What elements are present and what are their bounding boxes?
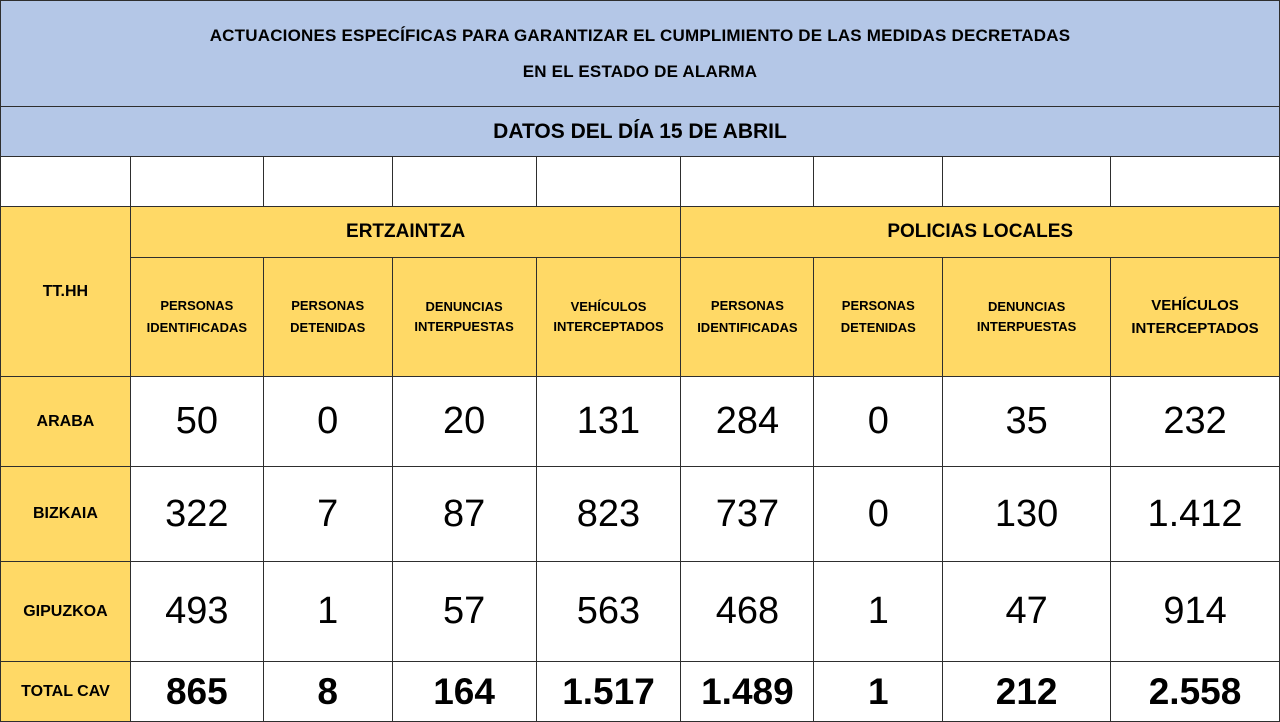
total-cell: 1.517 <box>536 662 681 722</box>
row-label: BIZKAIA <box>1 467 131 562</box>
table-cell: 468 <box>681 562 814 662</box>
column-header: PERSONAS IDENTIFICADAS <box>130 258 263 377</box>
table-cell: 823 <box>536 467 681 562</box>
table-cell: 0 <box>263 377 392 467</box>
group-header-row <box>1 207 1280 258</box>
total-cell: 865 <box>130 662 263 722</box>
table-cell: 50 <box>130 377 263 467</box>
total-cell: 164 <box>392 662 536 722</box>
title-line-1: ACTUACIONES ESPECÍFICAS PARA GARANTIZAR EL CUMPLIMIENTO DE LAS MEDIDAS DECRETADAS <box>209 25 1071 45</box>
table-cell: 35 <box>943 377 1111 467</box>
table-cell: 131 <box>536 377 681 467</box>
row-label: ARABA <box>1 377 131 467</box>
column-header: DENUNCIAS INTERPUESTAS <box>943 258 1111 377</box>
table-row <box>1 467 1280 562</box>
group-ertzaintza: ERTZAINTZA <box>130 207 681 258</box>
table-cell: 87 <box>392 467 536 562</box>
table-cell: 1 <box>814 562 943 662</box>
data-table <box>0 156 1280 722</box>
column-header-row <box>1 258 1280 377</box>
table-cell: 130 <box>943 467 1111 562</box>
table-cell: 47 <box>943 562 1111 662</box>
table-cell: 1.412 <box>1111 467 1280 562</box>
total-cell: 212 <box>943 662 1111 722</box>
column-header: PERSONAS DETENIDAS <box>263 258 392 377</box>
table-cell: 0 <box>814 467 943 562</box>
column-header: DENUNCIAS INTERPUESTAS <box>392 258 536 377</box>
row-label: GIPUZKOA <box>1 562 131 662</box>
total-cell: 2.558 <box>1111 662 1280 722</box>
title-banner <box>0 0 1280 107</box>
table-cell: 20 <box>392 377 536 467</box>
column-header: VEHÍCULOS INTERCEPTADOS <box>1111 258 1280 377</box>
date-header: DATOS DEL DÍA 15 DE ABRIL <box>493 119 787 143</box>
table-row <box>1 562 1280 662</box>
table-cell: 1 <box>263 562 392 662</box>
column-header: PERSONAS IDENTIFICADAS <box>681 258 814 377</box>
table-row <box>1 377 1280 467</box>
table-cell: 57 <box>392 562 536 662</box>
total-cell: 8 <box>263 662 392 722</box>
total-cell: 1.489 <box>681 662 814 722</box>
date-banner <box>0 107 1280 157</box>
title-line-2: EN EL ESTADO DE ALARMA <box>522 61 758 81</box>
table-cell: 7 <box>263 467 392 562</box>
table-cell: 493 <box>130 562 263 662</box>
table-cell: 284 <box>681 377 814 467</box>
table-cell: 0 <box>814 377 943 467</box>
blank-row <box>1 157 1280 207</box>
table-cell: 322 <box>130 467 263 562</box>
row-header-label: TT.HH <box>1 207 131 377</box>
table-cell: 737 <box>681 467 814 562</box>
table-cell: 232 <box>1111 377 1280 467</box>
table-cell: 563 <box>536 562 681 662</box>
total-label: TOTAL CAV <box>1 662 131 722</box>
group-policias-locales: POLICIAS LOCALES <box>681 207 1280 258</box>
column-header: PERSONAS DETENIDAS <box>814 258 943 377</box>
total-row <box>1 662 1280 722</box>
column-header: VEHÍCULOS INTERCEPTADOS <box>536 258 681 377</box>
table-cell: 914 <box>1111 562 1280 662</box>
total-cell: 1 <box>814 662 943 722</box>
